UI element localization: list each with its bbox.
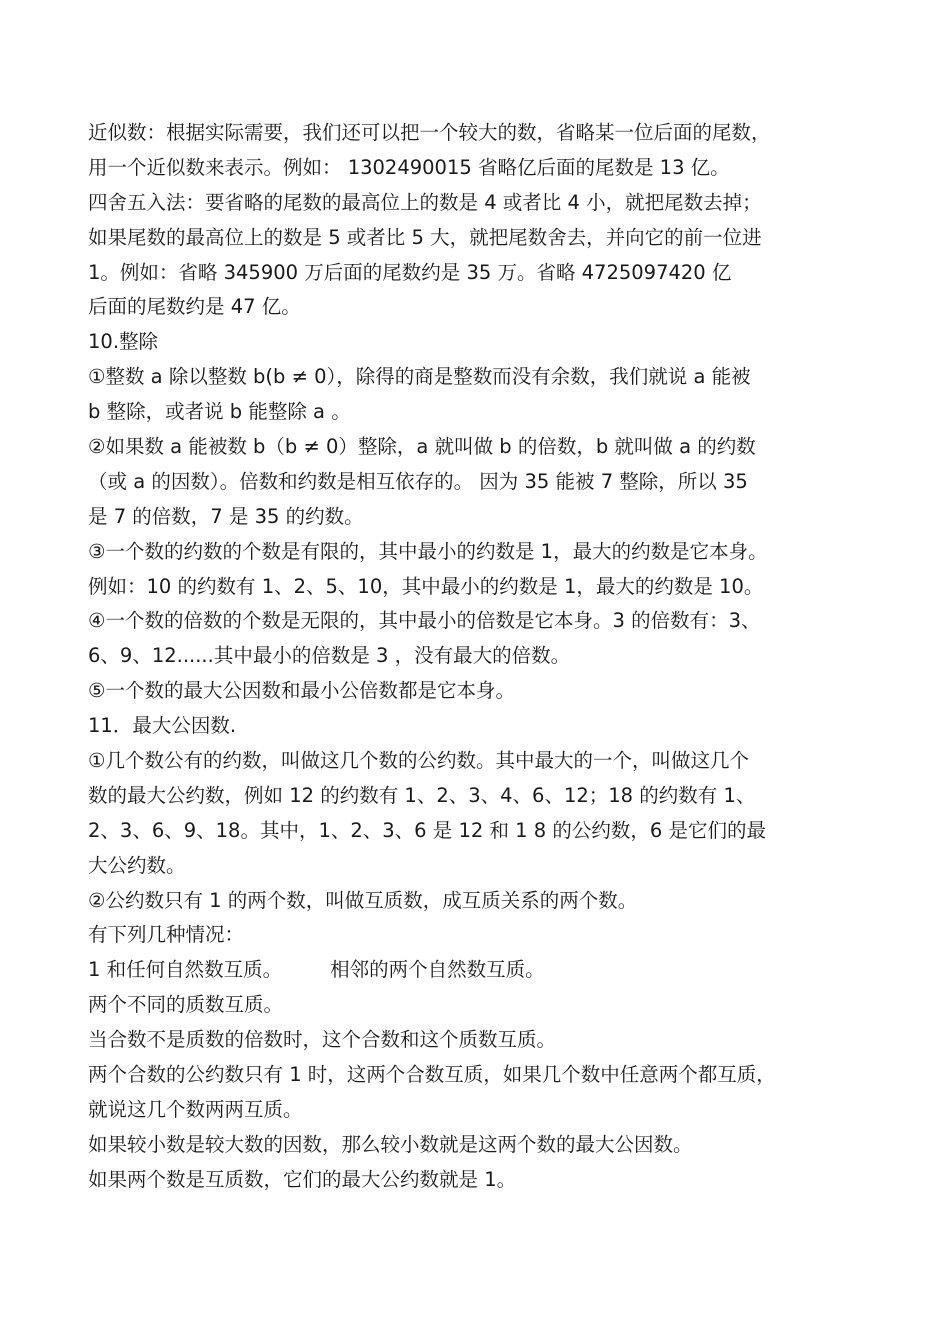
text-line: 有下列几种情况：	[88, 923, 245, 947]
text-line: 后面的尾数约是 47 亿。	[88, 295, 301, 319]
text-line: 6、9、12......其中最小的倍数是 3 ，没有最大的倍数。	[88, 644, 571, 668]
text-line: 如果两个数是互质数，它们的最大公约数就是 1。	[88, 1167, 517, 1191]
text-line: 近似数：根据实际需要，我们还可以把一个较大的数，省略某一位后面的尾数，	[88, 121, 771, 144]
text-line: ②如果数 a 能被数 b（b ≠ 0）整除，a 就叫做 b 的倍数，b 就叫做 a 的约数	[88, 435, 756, 459]
coprime-case-a: 1 和任何自然数互质。	[88, 958, 283, 982]
coprime-case-b: 相邻的两个自然数互质。	[330, 958, 545, 982]
text-line: 数的最大公约数，例如 12 的约数有 1、2、3、4、6、12；18 的约数有 1、	[88, 783, 756, 807]
text-line: 1。例如：省略 345900 万后面的尾数约是 35 万。省略 4725097420 亿	[88, 260, 732, 284]
text-line: ③一个数的约数的个数是有限的，其中最小的约数是 1，最大的约数是它本身。	[88, 539, 768, 563]
section-heading-11: 11．最大公因数.	[88, 714, 237, 738]
text-line: ①整数 a 除以整数 b(b ≠ 0），除得的商是整数而没有余数，我们就说 a 能被	[88, 365, 751, 389]
text-line: （或 a 的因数）。倍数和约数是相互依存的。 因为 35 能被 7 整除，所以 35	[88, 469, 748, 493]
coprime-cases-line	[88, 953, 888, 988]
document-page	[88, 116, 888, 1198]
text-line: 如果尾数的最高位上的数是 5 或者比 5 大，就把尾数舍去，并向它的前一位进	[88, 225, 762, 249]
section-heading-10: 10.整除	[88, 330, 159, 354]
text-line: 就说这几个数两两互质。	[88, 1097, 303, 1121]
text-line: 例如：10 的约数有 1、2、5、10，其中最小的约数是 1，最大的约数是 10。	[88, 574, 764, 598]
text-line: ②公约数只有 1 的两个数，叫做互质数，成互质关系的两个数。	[88, 888, 638, 912]
text-line: 四舍五入法：要省略的尾数的最高位上的数是 4 或者比 4 小，就把尾数去掉；	[88, 190, 762, 214]
text-line: 当合数不是质数的倍数时，这个合数和这个质数互质。	[88, 1028, 557, 1052]
text-line: 大公约数。	[88, 853, 186, 877]
text-line: 如果较小数是较大数的因数，那么较小数就是这两个数的最大公因数。	[88, 1132, 693, 1156]
text-line: 用一个近似数来表示。例如： 1302490015 省略亿后面的尾数是 13 亿。	[88, 155, 730, 179]
text-line: b 整除，或者说 b 能整除 a 。	[88, 400, 351, 424]
text-line: ④一个数的倍数的个数是无限的，其中最小的倍数是它本身。3 的倍数有：3、	[88, 609, 761, 633]
text-line: 两个不同的质数互质。	[88, 993, 284, 1017]
text-line: 2、3、6、9、18。其中，1、2、3、6 是 12 和 1 8 的公约数，6 是它们的最	[88, 818, 766, 842]
text-line: 是 7 的倍数，7 是 35 的约数。	[88, 504, 364, 528]
text-line: ①几个数公有的约数，叫做这几个数的公约数。其中最大的一个，叫做这几个	[88, 749, 749, 773]
text-line: ⑤一个数的最大公因数和最小公倍数都是它本身。	[88, 679, 515, 703]
text-line: 两个合数的公约数只有 1 时，这两个合数互质，如果几个数中任意两个都互质，	[88, 1063, 776, 1087]
